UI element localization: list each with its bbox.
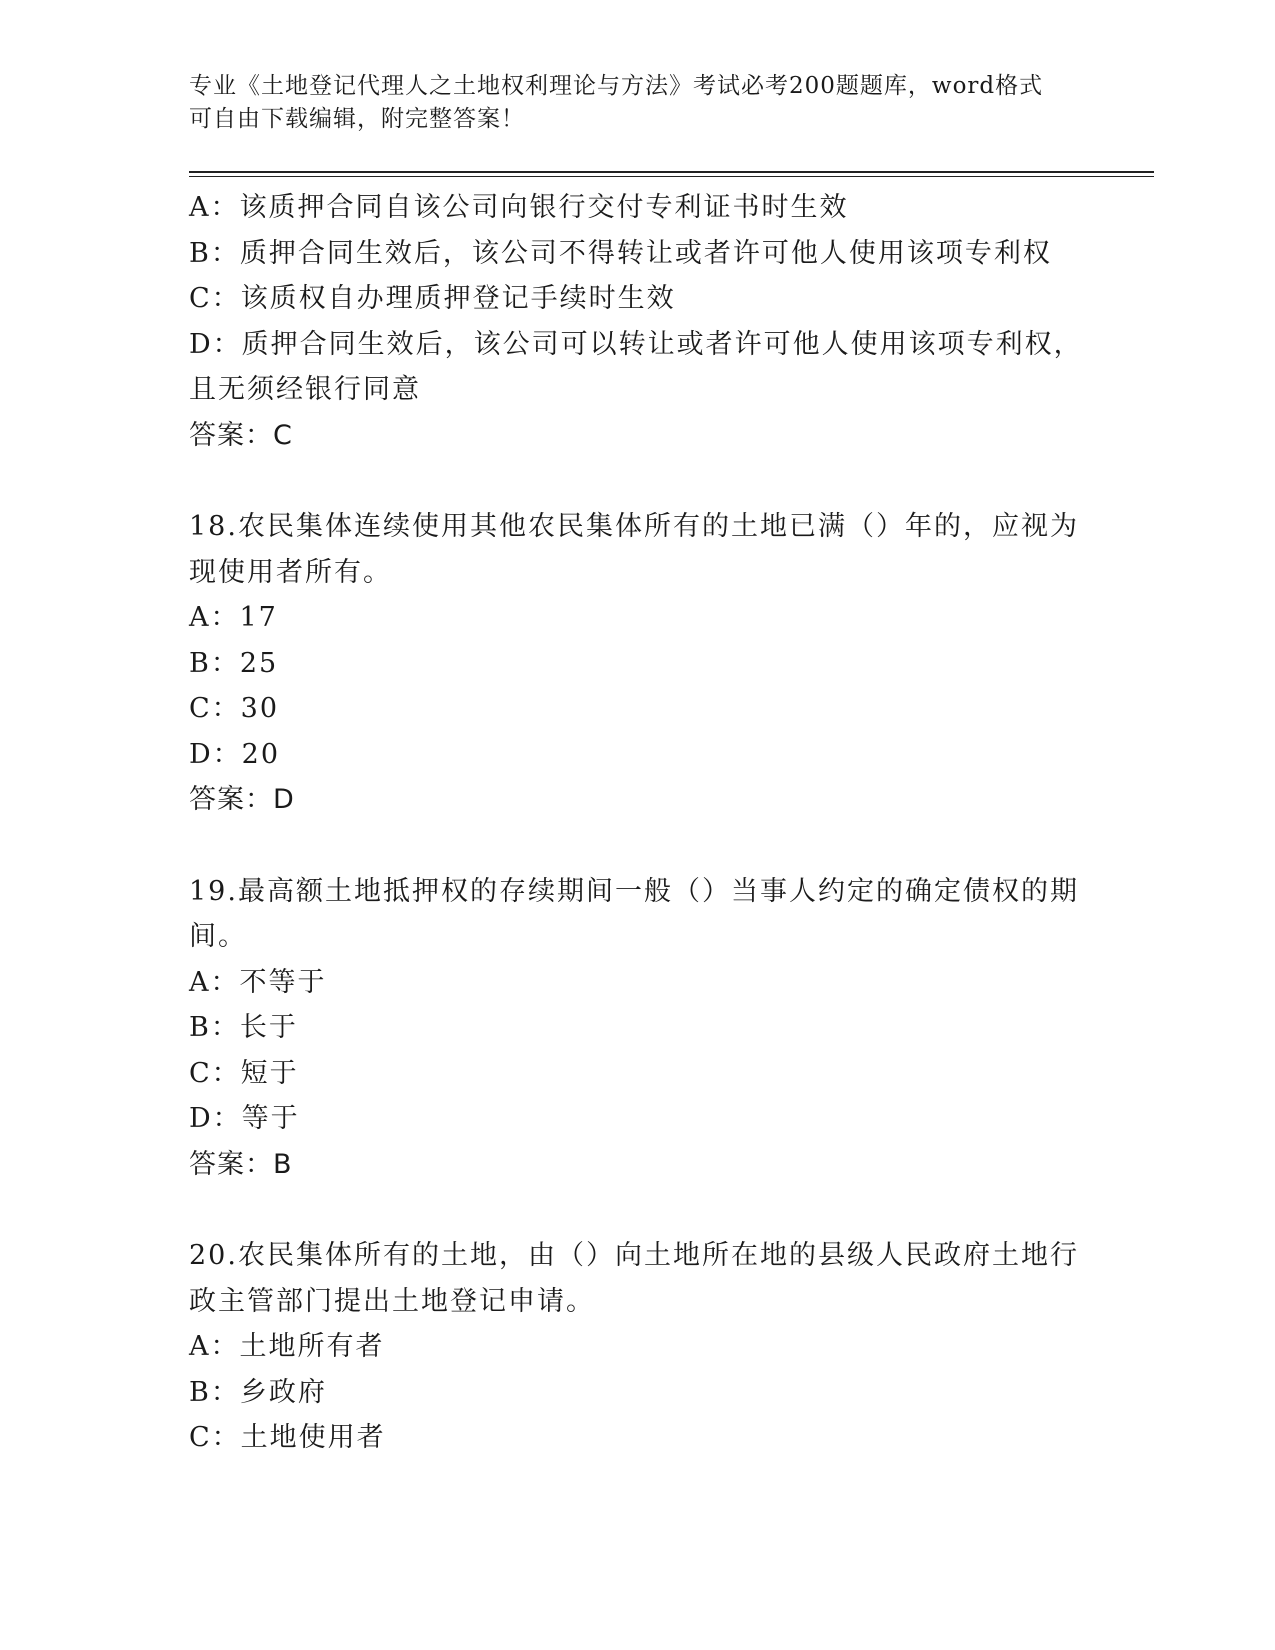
- question-stem: 20.农民集体所有的土地，由（）向土地所在地的县级人民政府土地行: [189, 1240, 1079, 1271]
- option-b: B：质押合同生效后，该公司不得转让或者许可他人使用该项专利权: [189, 237, 1052, 269]
- option-b: B：25: [189, 647, 279, 679]
- question-stem: 19.最高额土地抵押权的存续期间一般（）当事人约定的确定债权的期: [189, 875, 1079, 907]
- option-a: A：该质押合同自该公司向银行交付专利证书时生效: [189, 192, 849, 223]
- header-line-2: 可自由下载编辑，附完整答案！: [189, 106, 525, 132]
- question-18: [189, 504, 1154, 823]
- question-stem-continued: 间。: [189, 921, 247, 952]
- option-d: D：20: [189, 738, 281, 770]
- document-header: [189, 70, 1069, 136]
- question-17-continued: [189, 185, 1154, 458]
- answer: 答案：D: [189, 784, 295, 815]
- question-stem-continued: 现使用者所有。: [189, 556, 392, 588]
- spacer: [189, 1187, 1154, 1233]
- question-stem-continued: 政主管部门提出土地登记申请。: [189, 1285, 595, 1317]
- option-c: C：短于: [189, 1057, 299, 1089]
- option-a: A：不等于: [189, 966, 327, 998]
- option-b: B：乡政府: [189, 1376, 327, 1408]
- option-d: D：等于: [189, 1103, 300, 1134]
- option-a: A：17: [189, 602, 278, 633]
- header-divider: [189, 171, 1154, 177]
- answer: 答案：C: [189, 419, 293, 451]
- option-c: C：30: [189, 693, 280, 724]
- question-20: [189, 1233, 1154, 1461]
- option-c: C：该质权自办理质押登记手续时生效: [189, 283, 676, 314]
- spacer: [189, 823, 1154, 869]
- option-d-continued: 且无须经银行同意: [189, 374, 421, 405]
- option-b: B：长于: [189, 1012, 298, 1043]
- answer: 答案：B: [189, 1148, 293, 1180]
- option-a: A：土地所有者: [189, 1331, 385, 1362]
- question-stem: 18.农民集体连续使用其他农民集体所有的土地已满（）年的，应视为: [189, 511, 1079, 542]
- spacer: [189, 458, 1154, 504]
- document-page: [189, 70, 1154, 1461]
- question-19: [189, 869, 1154, 1188]
- header-line-1: 专业《土地登记代理人之土地权利理论与方法》考试必考200题题库，word格式: [189, 73, 1044, 99]
- option-c: C：土地使用者: [189, 1422, 386, 1453]
- option-d: D：质押合同生效后，该公司可以转让或者许可他人使用该项专利权，: [189, 328, 1083, 360]
